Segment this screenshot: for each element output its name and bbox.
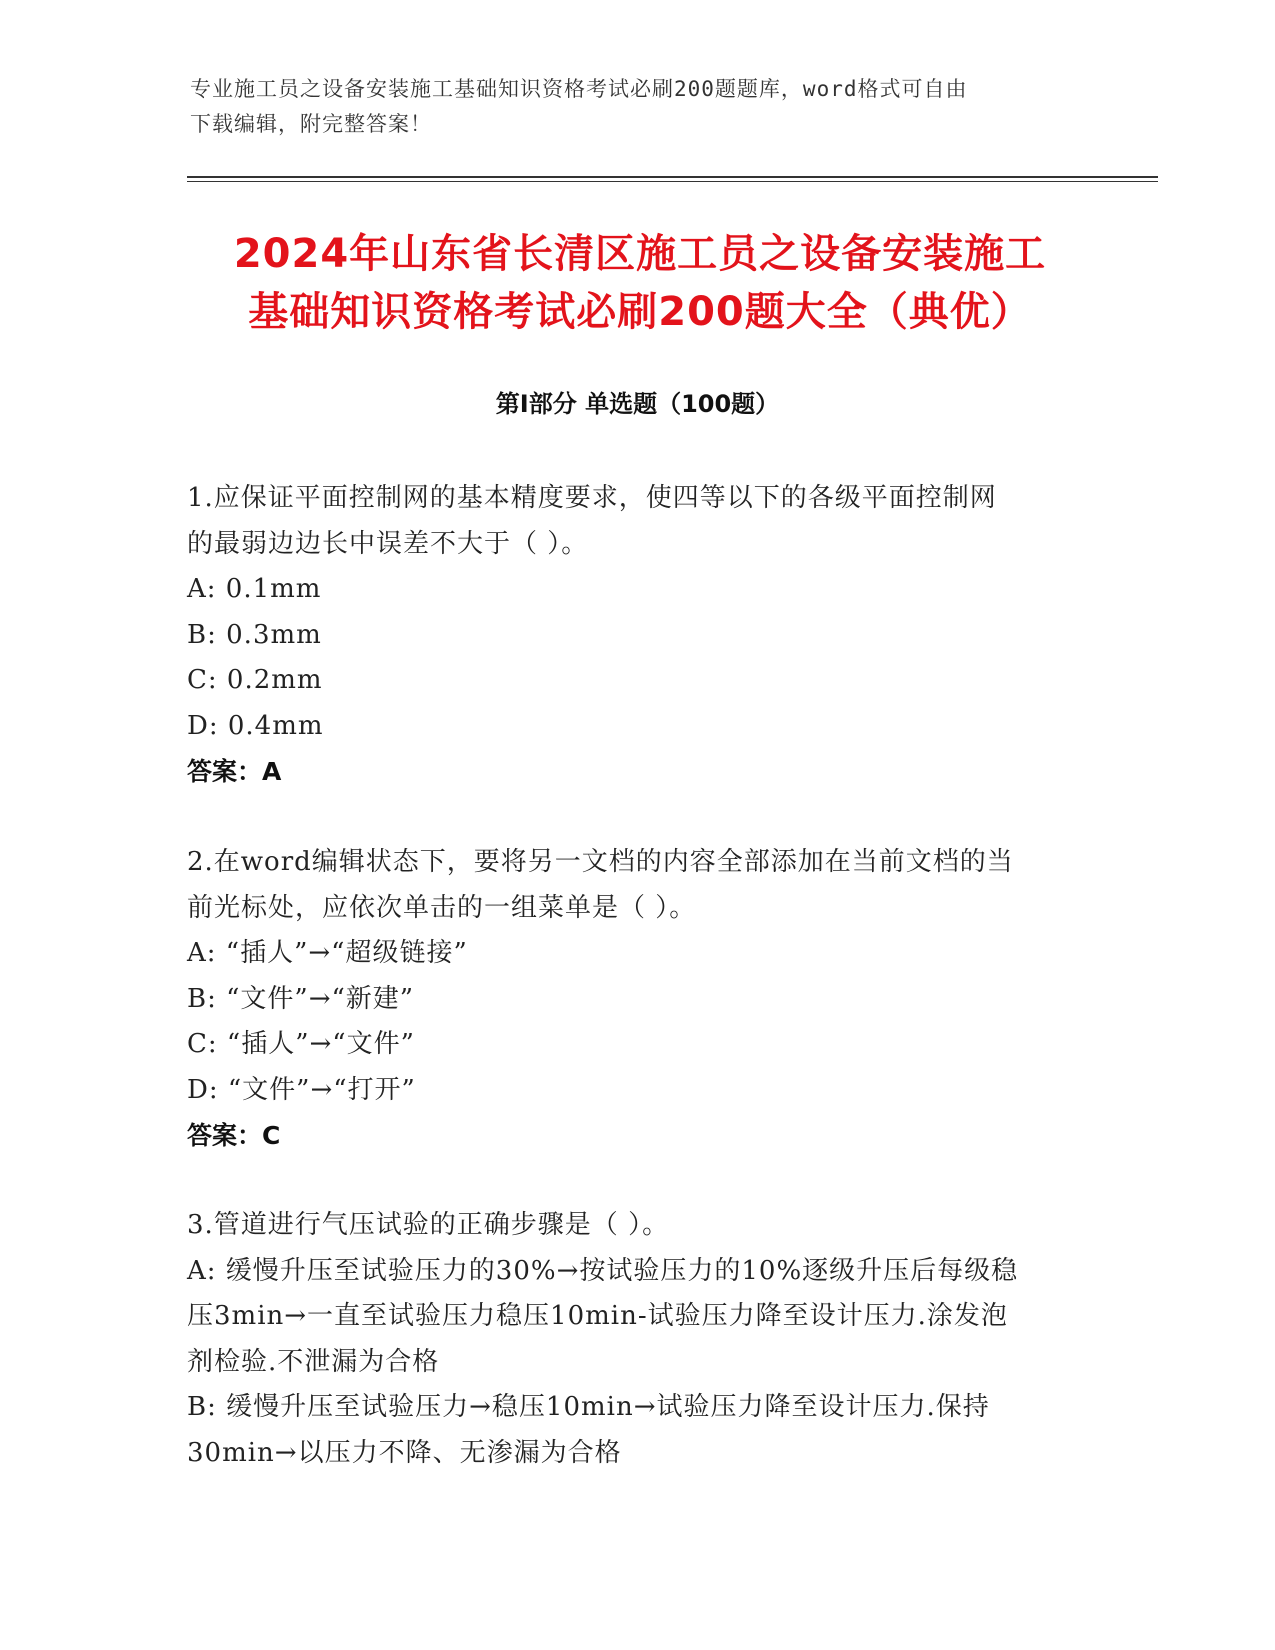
header-divider-thin (187, 181, 1158, 182)
option-b: B: 0.3mm (187, 619, 322, 650)
section-heading: 第Ⅰ部分 单选题（100题） (495, 390, 780, 418)
question-stem: 3.管道进行气压试验的正确步骤是（ ）。 (187, 1210, 670, 1240)
question-item (187, 1203, 1087, 1476)
question-stem: 2.在word编辑状态下，要将另一文档的内容全部添加在当前文档的当 (187, 847, 1014, 877)
option-a: A: 0.1mm (187, 574, 322, 604)
header-divider-thick (187, 176, 1158, 178)
question-stem: 的最弱边边长中误差不大于（ ）。 (187, 528, 589, 559)
option-a-continued: 压3min→一直至试验压力稳压10min-试验压力降至设计压力.涂发泡 (187, 1301, 1008, 1331)
option-c: C: “插人”→“文件” (187, 1029, 415, 1059)
option-b: B: “文件”→“新建” (187, 983, 415, 1014)
answer-label: 答案：C (187, 1121, 281, 1150)
option-a-continued: 剂检验.不泄漏为合格 (187, 1346, 440, 1377)
option-b-continued: 30min→以压力不降、无渗漏为合格 (187, 1437, 622, 1468)
option-b: B: 缓慢升压至试验压力→稳压10min→试验压力降至设计压力.保持 (187, 1392, 990, 1422)
header-note-line: 下载编辑，附完整答案！ (190, 112, 432, 136)
option-d: D: 0.4mm (187, 710, 324, 741)
option-d: D: “文件”→“打开” (187, 1074, 416, 1105)
option-a: A: “插人”→“超级链接” (187, 938, 468, 968)
question-stem: 1.应保证平面控制网的基本精度要求，使四等以下的各级平面控制网 (187, 483, 997, 513)
question-item (187, 840, 1087, 1159)
header-note (190, 72, 1090, 142)
question-item (187, 476, 1087, 795)
header-note-line: 专业施工员之设备安装施工基础知识资格考试必刷200题题库，word格式可自由 (190, 77, 968, 101)
answer-label: 答案：A (187, 757, 282, 786)
document-title-line: 基础知识资格考试必刷200题大全（典优） (248, 289, 1032, 335)
question-stem: 前光标处，应依次单击的一组菜单是（ ）。 (187, 892, 697, 923)
document-title (190, 225, 1090, 341)
document-title-line: 2024年山东省长清区施工员之设备安装施工 (233, 231, 1047, 277)
option-a: A: 缓慢升压至试验压力的30%→按试验压力的10%逐级升压后每级稳 (187, 1255, 1019, 1286)
option-c: C: 0.2mm (187, 665, 323, 695)
